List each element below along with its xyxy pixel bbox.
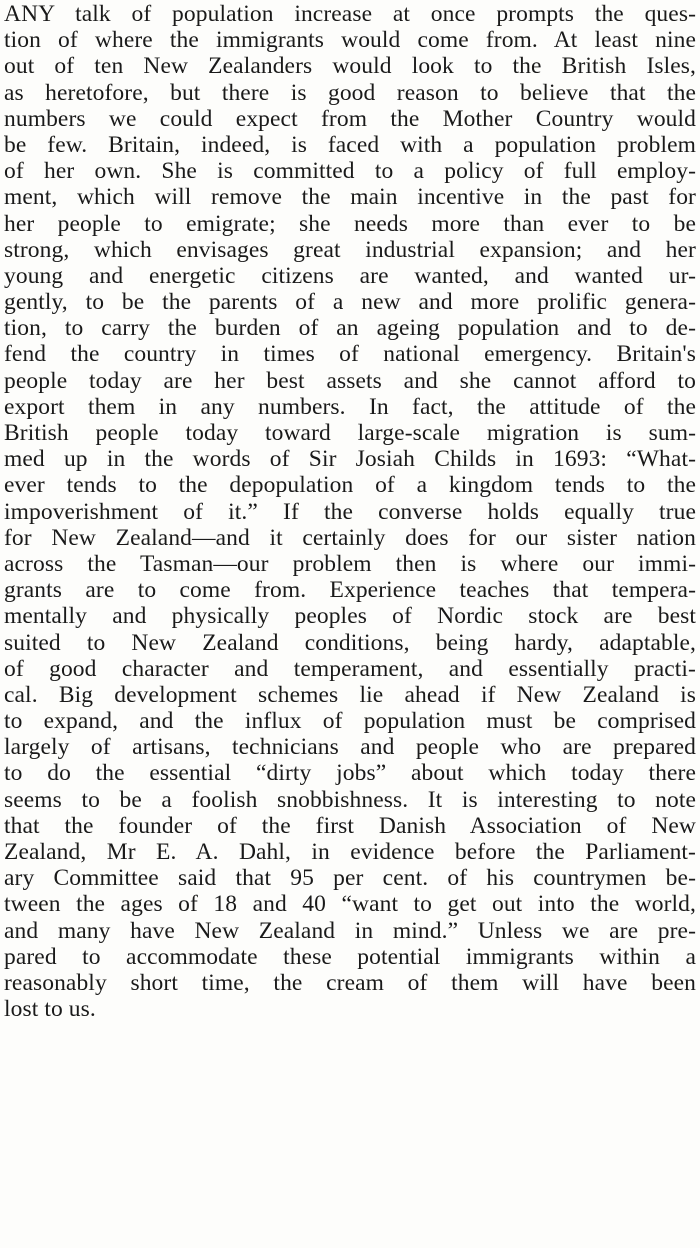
text-line: ary Committee said that 95 per cent. of his countrymen be- [4, 865, 696, 892]
text-line: of good character and temperament, and essentially practi- [4, 655, 696, 682]
text-line: as heretofore, but there is good reason to believe that the [4, 79, 696, 106]
text-line: young and energetic citizens are wanted, and wanted ur- [4, 262, 696, 289]
text-line: out of ten New Zealanders would look to the British Isles, [4, 53, 696, 80]
text-line: med up in the words of Sir Josiah Childs in 1693: “What- [4, 446, 696, 473]
text-line: to expand, and the influx of population must be comprised [4, 708, 696, 735]
text-line: numbers we could expect from the Mother Country would [4, 105, 696, 132]
text-line: ANY talk of population increase at once prompts the ques- [4, 1, 696, 27]
text-line: reasonably short time, the cream of them will have been [4, 969, 696, 996]
text-line: to do the essential “dirty jobs” about which today there [4, 760, 696, 787]
text-line: cal. Big development schemes lie ahead if New Zealand is [4, 681, 696, 708]
text-line: largely of artisans, technicians and people who are prepared [4, 734, 696, 761]
text-line: Zealand, Mr E. A. Dahl, in evidence before the Parliament- [4, 839, 696, 865]
text-line: tion of where the immigrants would come from. At least nine [4, 27, 696, 54]
text-line: export them in any numbers. In fact, the attitude of the [4, 393, 696, 420]
text-line: people today are her best assets and she cannot afford to [4, 367, 696, 394]
text-line: her people to emigrate; she needs more than ever to be [4, 210, 696, 237]
text-line: that the founder of the first Danish Association of New [4, 812, 696, 839]
text-line: British people today toward large-scale migration is sum- [4, 420, 696, 446]
text-line: grants are to come from. Experience teaches that tempera- [4, 577, 696, 604]
text-line: fend the country in times of national emergency. Britain's [4, 341, 696, 368]
body-paragraph [4, 1, 696, 1022]
text-line: mentally and physically peoples of Nordic stock are best [4, 603, 696, 630]
text-line: strong, which envisages great industrial expansion; and her [4, 236, 696, 263]
text-line: impoverishment of it.” If the converse holds equally true [4, 498, 696, 525]
text-line: be few. Britain, indeed, is faced with a population problem [4, 131, 696, 158]
text-line: seems to be a foolish snobbishness. It is interesting to note [4, 786, 696, 813]
text-line: and many have New Zealand in mind.” Unless we are pre- [4, 917, 696, 944]
text-line: ever tends to the depopulation of a kingdom tends to the [4, 472, 696, 499]
text-line: lost to us. [4, 996, 96, 1023]
text-line: tween the ages of 18 and 40 “want to get out into the world, [4, 891, 696, 918]
text-line: tion, to carry the burden of an ageing population and to de- [4, 315, 696, 342]
text-line: of her own. She is committed to a policy of full employ- [4, 158, 696, 185]
text-line: ment, which will remove the main incentive in the past for [4, 184, 696, 211]
text-line: across the Tasman—our problem then is where our immi- [4, 550, 696, 577]
text-line: for New Zealand—and it certainly does for our sister nation [4, 524, 696, 551]
text-line: suited to New Zealand conditions, being hardy, adaptable, [4, 629, 696, 656]
text-line: gently, to be the parents of a new and more prolific genera- [4, 289, 696, 316]
text-line: pared to accommodate these potential immigrants within a [4, 943, 696, 970]
